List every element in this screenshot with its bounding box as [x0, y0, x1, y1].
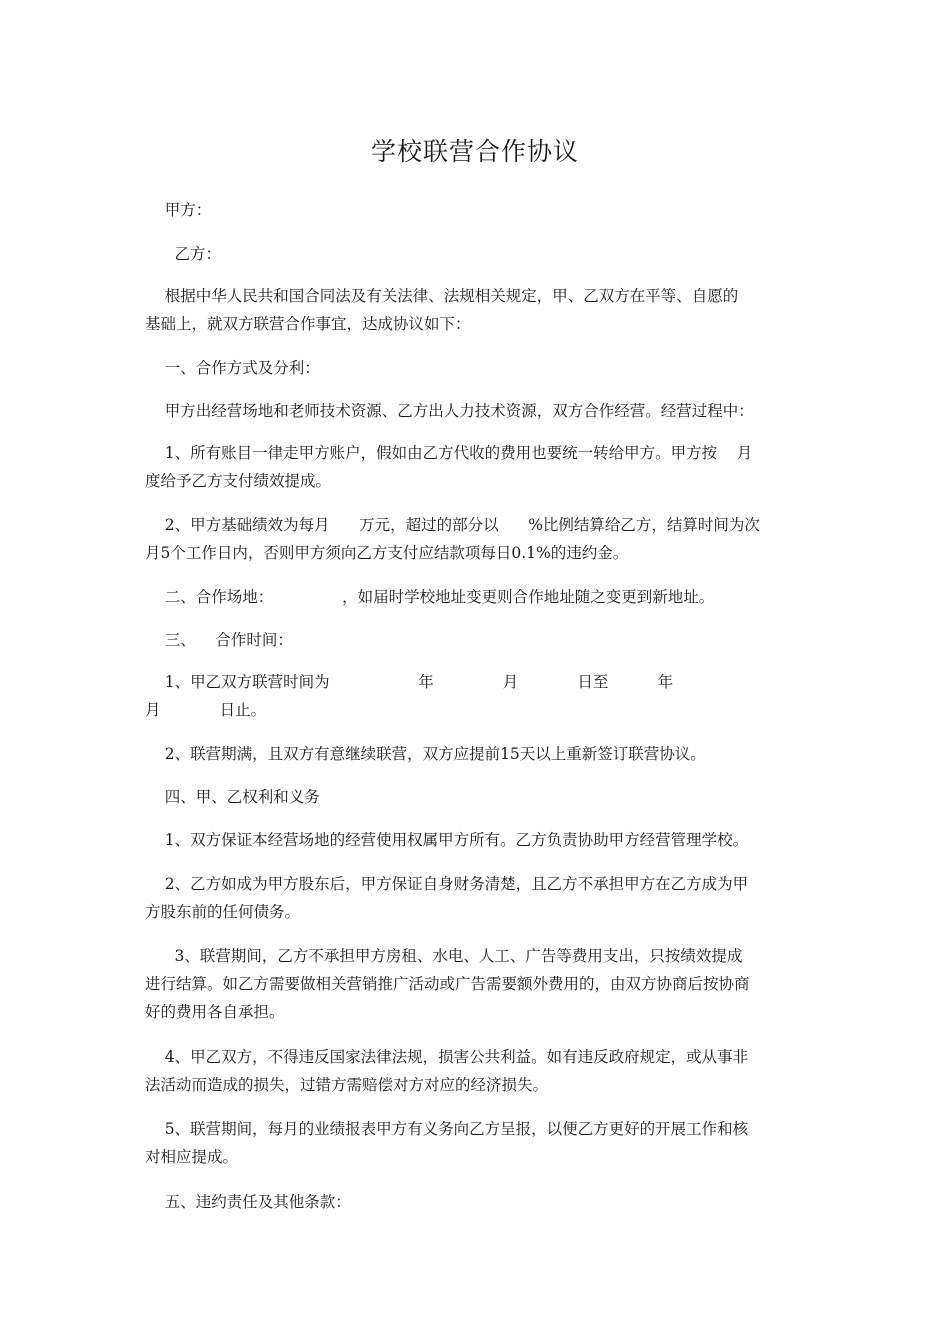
text-line: 2、甲方基础绩效为每月 万元，超过的部分以 %比例结算给乙方，结算时间为次: [145, 516, 760, 534]
text-line: 5、联营期间，每月的业绩报表甲方有义务向乙方呈报，以便乙方更好的开展工作和核: [145, 1120, 749, 1138]
text-line: 进行结算。如乙方需要做相关营销推广活动或广告需要额外费用的，由双方协商后按协商: [145, 975, 750, 993]
section-heading: [145, 1188, 810, 1216]
section-heading: [145, 583, 810, 611]
text-line: 一、合作方式及分利：: [145, 359, 320, 377]
text-line: 4、甲乙双方，不得违反国家法律法规，损害公共利益。如有违反政府规定，或从事非: [145, 1048, 749, 1066]
text-line: 1、所有账目一律走甲方账户，假如由乙方代收的费用也要统一转给甲方。甲方按 月: [145, 444, 753, 462]
clause-paragraph: [145, 439, 810, 495]
section-heading: [145, 783, 810, 811]
document-title: 学校联营合作协议: [370, 137, 579, 166]
text-line: 3、联营期间，乙方不承担甲方房租、水电、人工、广告等费用支出，只按绩效提成: [145, 947, 743, 965]
text-line: 月5个工作日内，否则甲方须向乙方支付应结款项每日0.1%的违约金。: [145, 544, 629, 562]
party-a-line: [145, 196, 810, 224]
clause-paragraph: [145, 668, 810, 724]
text-line: 度给予乙方支付绩效提成。: [145, 472, 332, 490]
text-line: 2、乙方如成为甲方股东后，甲方保证自身财务清楚，且乙方不承担甲方在乙方成为甲: [145, 875, 749, 893]
text-line: 月 日止。: [145, 701, 267, 719]
text-line: 好的费用各自承担。: [145, 1003, 285, 1021]
text-line: 二、合作场地： ，如届时学校地址变更则合作地址随之变更到新地址。: [145, 588, 715, 606]
clause-paragraph: [145, 1043, 810, 1099]
text-line: 对相应提成。: [145, 1148, 239, 1166]
text-line: 1、双方保证本经营场地的经营使用权属甲方所有。乙方负责协助甲方经营管理学校。: [145, 831, 749, 849]
text-line: 方股东前的任何债务。: [145, 903, 301, 921]
text-line: 基础上，就双方联营合作事宜，达成协议如下：: [145, 315, 471, 333]
clause-paragraph: [145, 826, 810, 854]
section-heading: [145, 626, 810, 654]
text-line: 五、违约责任及其他条款：: [145, 1193, 351, 1211]
text-line: 法活动而造成的损失，过错方需赔偿对方对应的经济损失。: [145, 1076, 549, 1094]
party-b-line: [145, 240, 810, 268]
clause-paragraph: [145, 942, 810, 1026]
text-line: 乙方：: [145, 245, 222, 263]
text-line: 三、 合作时间：: [145, 631, 293, 649]
text-line: 甲方：: [145, 201, 212, 219]
text-line: 根据中华人民共和国合同法及有关法律、法规相关规定，甲、乙双方在平等、自愿的: [145, 287, 739, 305]
clause-paragraph: [145, 511, 810, 567]
preamble-paragraph: [145, 282, 810, 338]
text-line: 2、联营期满，且双方有意继续联营，双方应提前15天以上重新签订联营协议。: [145, 745, 706, 763]
text-line: 甲方出经营场地和老师技术资源、乙方出人力技术资源，双方合作经营。经营过程中：: [145, 402, 754, 420]
clause-paragraph: [145, 1115, 810, 1171]
text-line: 四、甲、乙权利和义务: [145, 788, 320, 806]
clause-paragraph: [145, 740, 810, 768]
clause-paragraph: [145, 870, 810, 926]
clause-paragraph: [145, 397, 810, 425]
section-heading: [145, 354, 810, 382]
text-line: 1、甲乙双方联营时间为 年 月 日至 年: [145, 673, 674, 691]
